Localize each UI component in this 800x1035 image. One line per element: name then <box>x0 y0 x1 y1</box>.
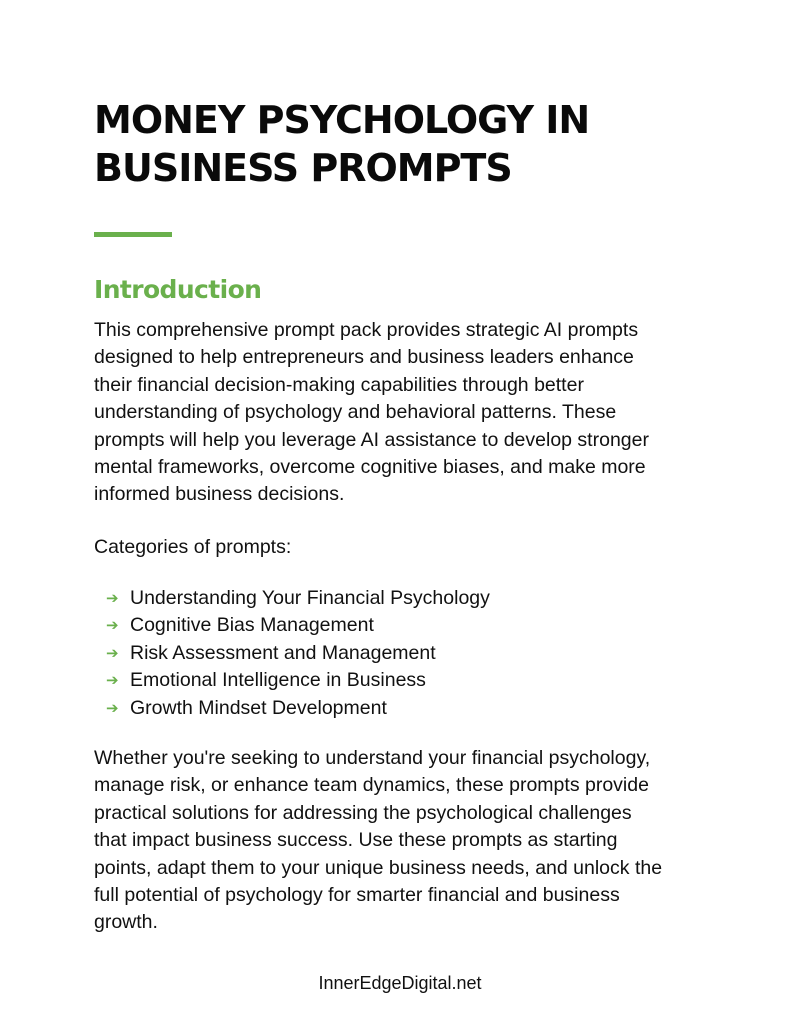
arrow-right-icon: ➔ <box>106 671 119 690</box>
closing-line: that impact business success. Use these prompts as starting <box>94 829 618 852</box>
closing-line: practical solutions for addressing the psychological challenges <box>94 801 632 824</box>
closing-line: growth. <box>94 911 158 934</box>
closing-line: points, adapt them to your unique business needs, and unlock the <box>94 856 663 879</box>
arrow-right-icon: ➔ <box>106 643 119 662</box>
list-item <box>106 640 490 667</box>
categories-label: Categories of prompts: <box>94 536 292 558</box>
footer-website: InnerEdgeDigital.net <box>318 973 482 993</box>
list-item-label: Understanding Your Financial Psychology <box>130 587 490 609</box>
closing-paragraph <box>94 745 734 937</box>
list-item <box>106 667 490 694</box>
list-item-label: Growth Mindset Development <box>130 696 387 719</box>
list-item-label: Cognitive Bias Management <box>130 614 374 637</box>
closing-line: Whether you're seeking to understand your financial psychology, <box>94 747 651 769</box>
intro-line: mental frameworks, overcome cognitive biases, and make more <box>94 456 646 479</box>
introduction-heading: Introduction <box>94 275 262 304</box>
intro-line: understanding of psychology and behavioral patterns. These <box>94 401 617 424</box>
list-item <box>106 585 490 612</box>
accent-divider <box>94 232 172 237</box>
page-title <box>94 96 714 192</box>
intro-line: informed business decisions. <box>94 483 345 506</box>
closing-line: manage risk, or enhance team dynamics, these prompts provide <box>94 774 649 797</box>
introduction-paragraph <box>94 317 734 509</box>
title-line-2: BUSINESS PROMPTS <box>94 146 512 190</box>
list-item-label: Risk Assessment and Management <box>130 641 436 664</box>
arrow-right-icon: ➔ <box>106 698 119 717</box>
list-item <box>106 695 490 722</box>
intro-line: their financial decision-making capabilities through better <box>94 373 584 396</box>
arrow-right-icon: ➔ <box>106 616 119 635</box>
intro-line: prompts will help you leverage AI assistance to develop stronger <box>94 428 649 451</box>
intro-line: This comprehensive prompt pack provides strategic AI prompts <box>94 319 639 341</box>
title-line-1: MONEY PSYCHOLOGY IN <box>94 98 590 142</box>
arrow-right-icon: ➔ <box>106 589 119 607</box>
closing-line: full potential of psychology for smarter financial and business <box>94 884 620 907</box>
categories-list <box>106 585 490 722</box>
list-item <box>106 612 490 639</box>
intro-line: designed to help entrepreneurs and business leaders enhance <box>94 346 634 369</box>
list-item-label: Emotional Intelligence in Business <box>130 669 426 692</box>
